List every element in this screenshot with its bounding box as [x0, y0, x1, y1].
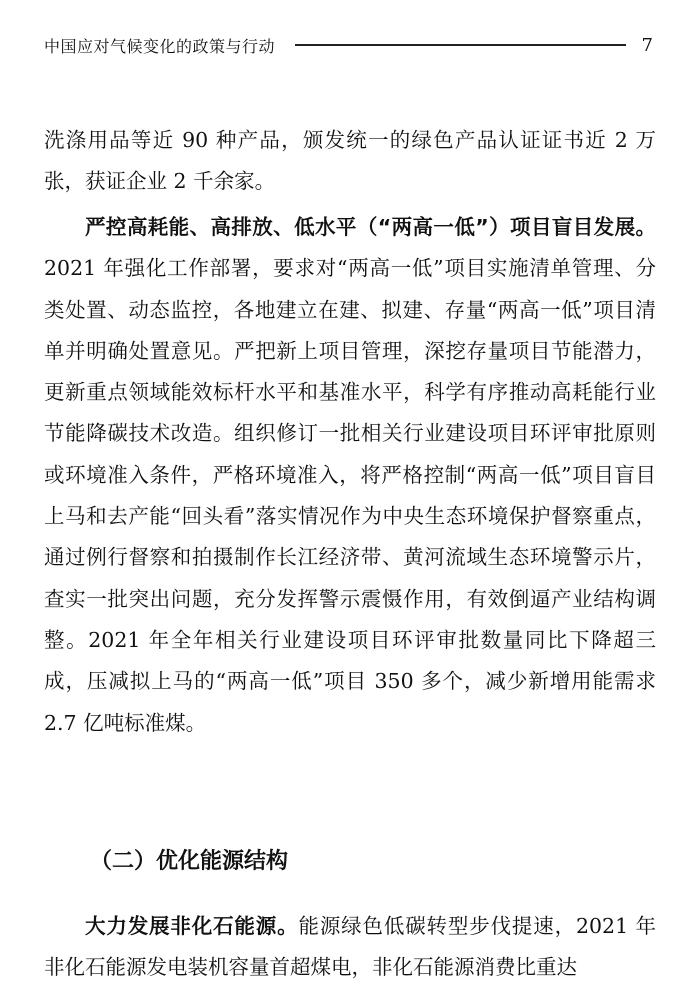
paragraph-1: 洗涤用品等近 90 种产品，颁发统一的绿色产品认证证书近 2 万张，获证企业 2 千余家。: [44, 128, 656, 194]
header-rule: [295, 44, 626, 46]
header-title: 中国应对气候变化的政策与行动: [44, 36, 276, 56]
paragraph-2-body: 2021 年强化工作部署，要求对“两高一低”项目实施清单管理、分类处置、动态监控，各地建立在建、拟建、存量“两高一低”项目清单并明确处置意见。严把新上项目管理，深挖存量项目节能潜力，更新重点领域能效标杆水平和基准水平，科学有序推动高耗能行业节能降碳技术改造。组织修订一批相关行业建设项目环评审批原则或环境准入条件，严格环境准入，将严格控制“两高一低”项目盲目上马和去产能“回头看”落实情况作为中央生态环境保护督察重点，通过例行督察和拍摄制作长江经济带、黄河流域生态环境警示片，查实一批突出问题，充分发挥警示震慑作用，有效倒逼产业结构调整。2021 年全年相关行业建设项目环评审批数量同比下降超三成，压减拟上马的“两高一低”项目 350 多个，减少新增用能需求 2.7 亿吨标准煤。: [44, 256, 656, 735]
paragraph-3-body: 能源绿色低碳转型步伐提速，2021 年非化石能源发电装机容量首超煤电，非化石能源消费比重达: [44, 914, 657, 980]
paragraph-2-lead: 严控高耗能、高排放、低水平（“两高一低”）项目盲目发展。: [85, 215, 656, 239]
section-heading: （二）优化能源结构: [90, 849, 289, 874]
paragraph-2: [44, 207, 656, 744]
page-header: [44, 30, 653, 60]
page-number: 7: [641, 34, 653, 56]
paragraph-3-lead: 大力发展非化石能源。: [85, 914, 299, 938]
paragraph-3: [44, 906, 656, 989]
